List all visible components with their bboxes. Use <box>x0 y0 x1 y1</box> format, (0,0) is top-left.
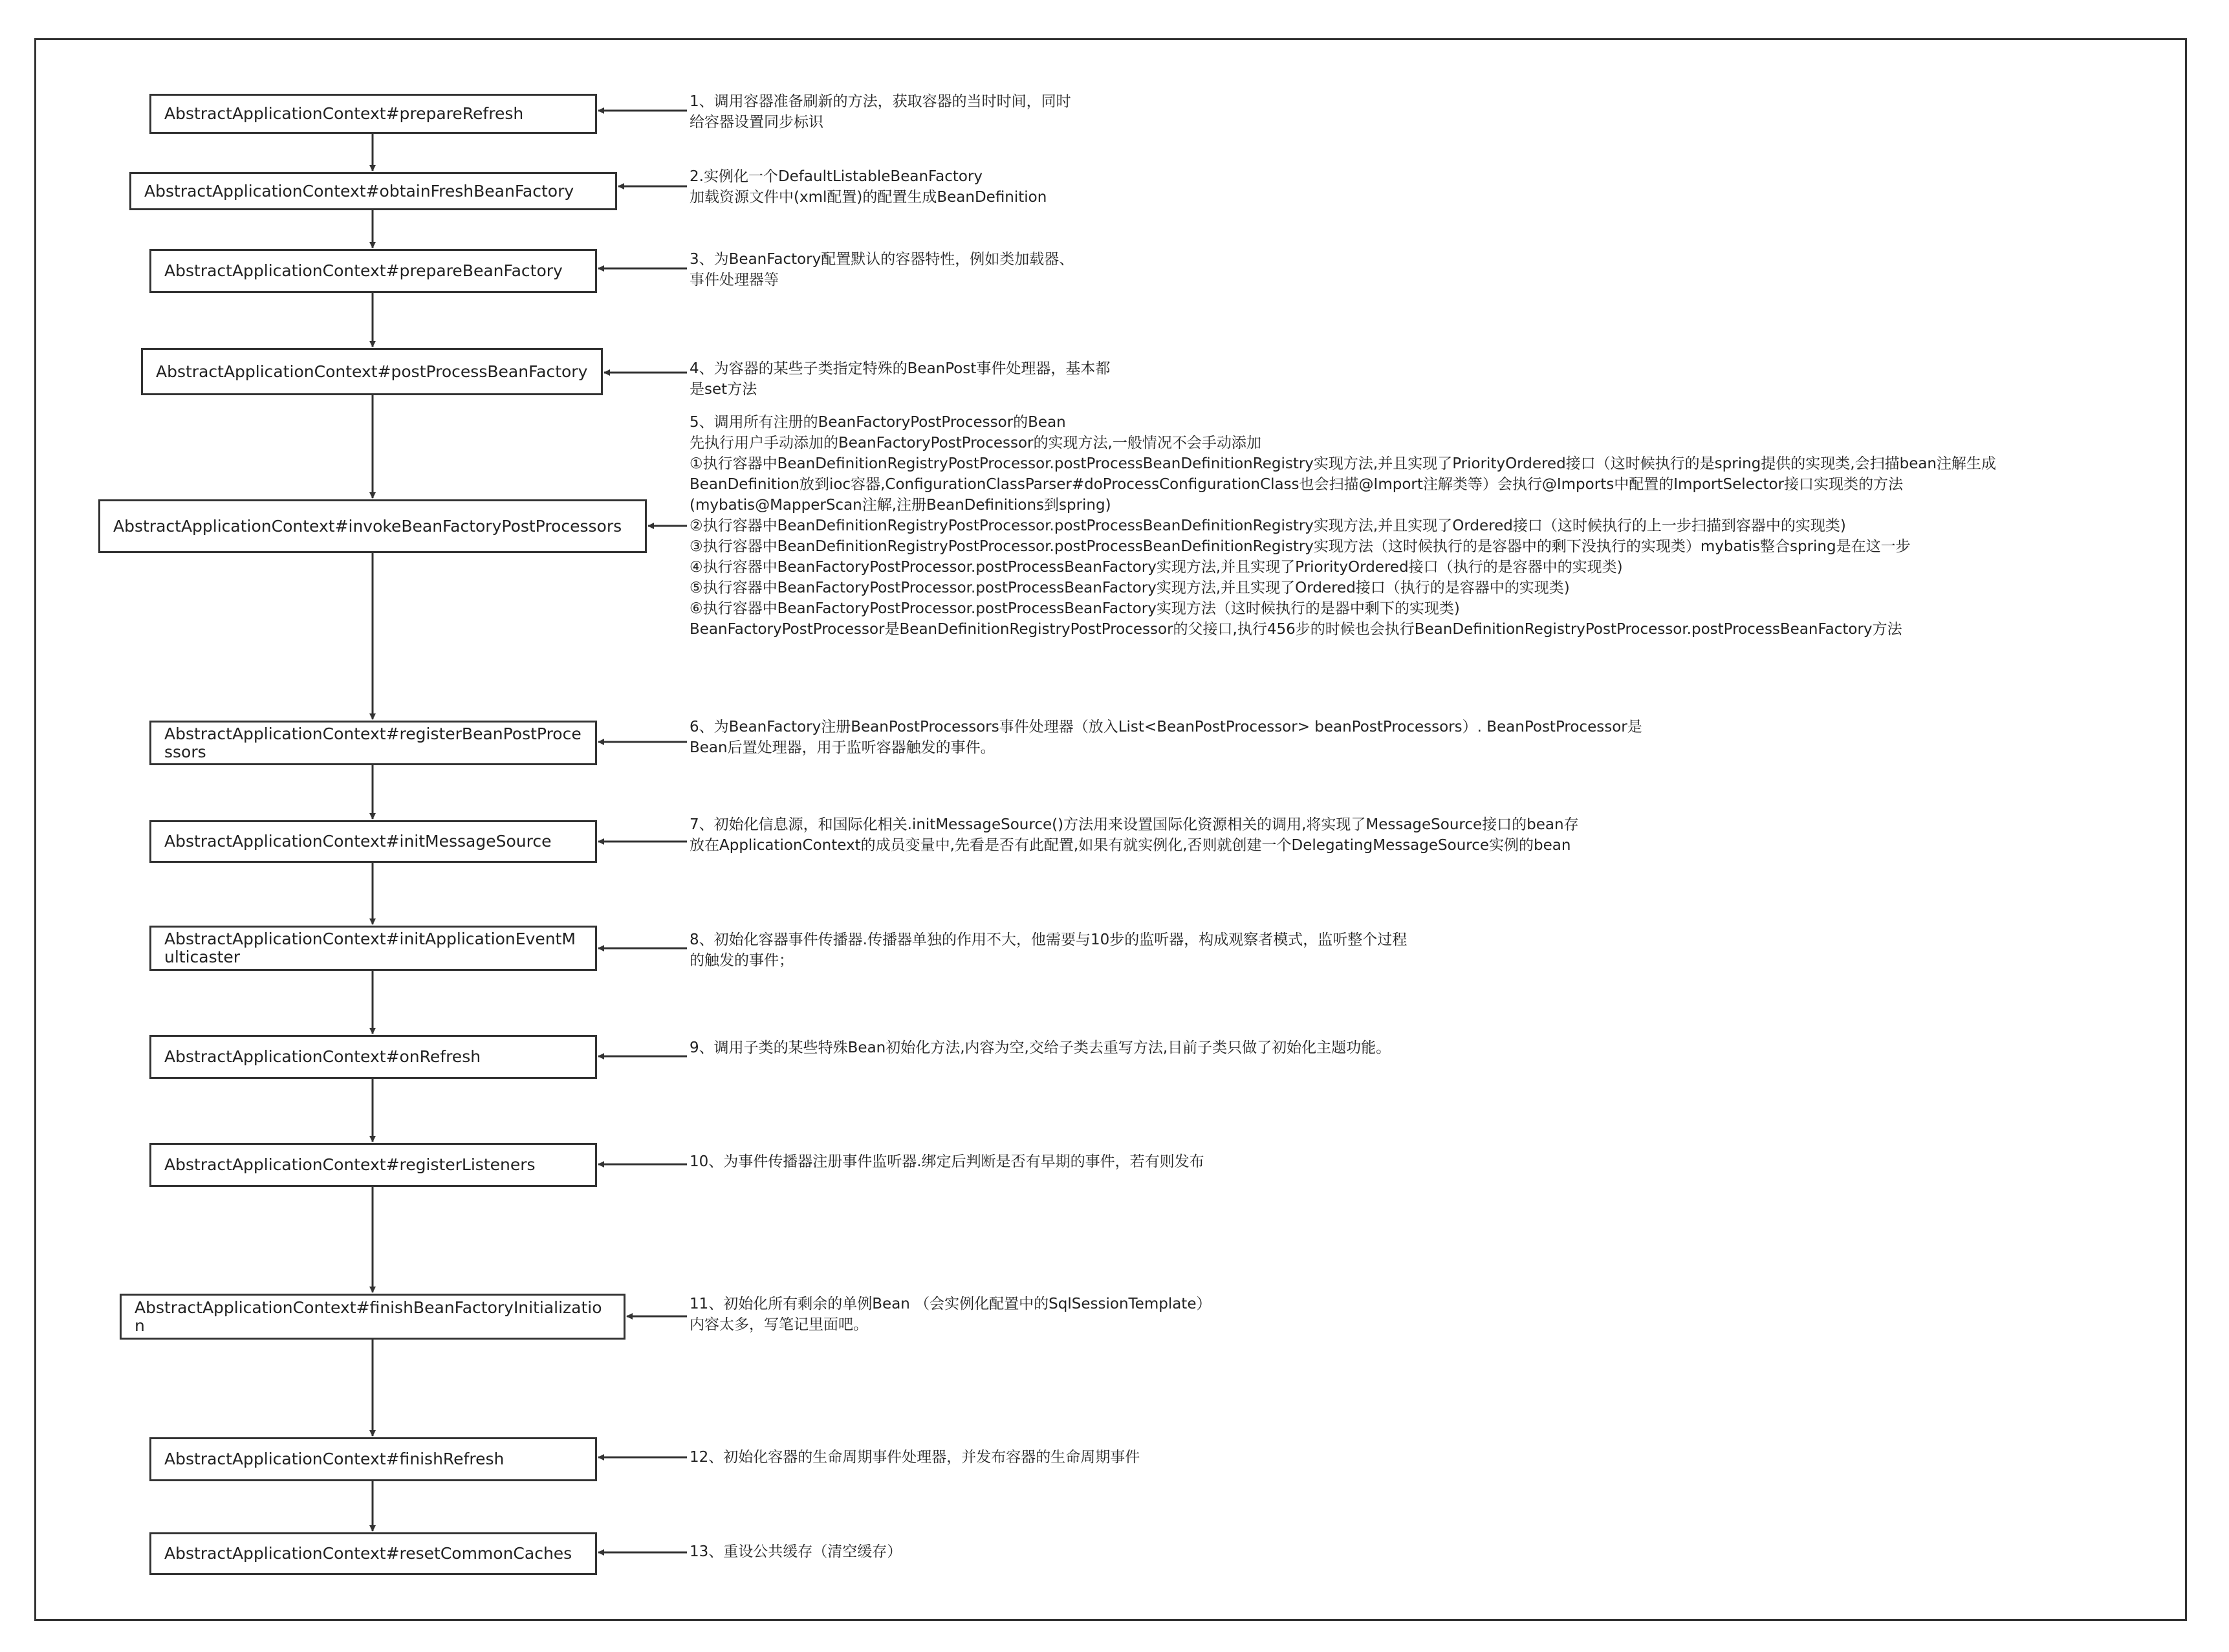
step-method-label: AbstractApplicationContext#finishRefresh <box>164 1450 505 1468</box>
description-line: ④执行容器中BeanFactoryPostProcessor.postProcessBeanFactory实现方法,并且实现了PriorityOrdered接口（执行的是容器中的实现类) <box>690 559 1623 576</box>
description-line: 5、调用所有注册的BeanFactoryPostProcessor的Bean <box>690 414 1066 431</box>
description-line: 4、为容器的某些子类指定特殊的BeanPost事件处理器，基本都 <box>690 360 1111 377</box>
description-line: 7、初始化信息源，和国际化相关.initMessageSource()方法用来设置国际化资源相关的调用,将实现了MessageSource接口的bean存 <box>690 816 1579 833</box>
step-box-5[interactable] <box>98 499 647 553</box>
step-box-1[interactable] <box>149 94 597 134</box>
step-box-10[interactable] <box>149 1143 597 1187</box>
step-box-8[interactable] <box>149 926 597 971</box>
description-line: 加载资源文件中(xml配置)的配置生成BeanDefinition <box>690 189 1047 206</box>
description-line: 先执行用户手动添加的BeanFactoryPostProcessor的实现方法,一般情况不会手动添加 <box>690 435 1261 451</box>
step-method-label: AbstractApplicationContext#invokeBeanFactoryPostProcessors <box>113 516 622 536</box>
description-line: ⑥执行容器中BeanFactoryPostProcessor.postProcessBeanFactory实现方法（这时候执行的是器中剩下的实现类) <box>690 600 1460 617</box>
description-line: 11、初始化所有剩余的单例Bean （会实例化配置中的SqlSessionTemplate） <box>690 1296 1212 1312</box>
step-description-11 <box>690 1294 1211 1335</box>
step-box-3[interactable] <box>149 249 597 293</box>
step-method-label: AbstractApplicationContext#finishBeanFactoryInitialization <box>135 1298 602 1335</box>
step-box-6[interactable] <box>149 721 597 765</box>
step-box-2[interactable] <box>129 172 617 210</box>
step-description-6 <box>690 717 1642 758</box>
step-description-4 <box>690 358 1110 400</box>
step-description-8 <box>690 929 1407 971</box>
step-description-7 <box>690 814 1579 856</box>
description-line: 12、初始化容器的生命周期事件处理器，并发布容器的生命周期事件 <box>690 1449 1140 1466</box>
description-line: (mybatis@MapperScan注解,注册BeanDefinitions到spring) <box>690 497 1111 514</box>
description-line: 10、为事件传播器注册事件监听器.绑定后判断是否有早期的事件，若有则发布 <box>690 1153 1204 1170</box>
description-line: ①执行容器中BeanDefinitionRegistryPostProcessor.postProcessBeanDefinitionRegistry实现方法,并且实现了PriorityOrdered接口（这时候执行的是spring提供的实现类,会扫描bean注解生成 <box>690 455 1997 472</box>
step-method-label: AbstractApplicationContext#prepareBeanFactory <box>164 261 563 280</box>
step-box-7[interactable] <box>149 820 597 863</box>
step-description-3 <box>690 249 1074 290</box>
step-method-label: AbstractApplicationContext#registerBeanPostProcessors <box>164 724 582 761</box>
step-method-label: AbstractApplicationContext#obtainFreshBeanFactory <box>144 181 574 201</box>
description-line: 8、初始化容器事件传播器.传播器单独的作用不大，他需要与10步的监听器，构成观察者模式，监听整个过程 <box>690 931 1408 948</box>
step-box-13[interactable] <box>149 1532 597 1575</box>
description-line: 放在ApplicationContext的成员变量中,先看是否有此配置,如果有就实例化,否则就创建一个DelegatingMessageSource实例的bean <box>690 837 1571 854</box>
step-description-5 <box>690 412 1996 640</box>
step-description-12 <box>690 1447 1140 1468</box>
step-method-label: AbstractApplicationContext#initApplicationEventMulticaster <box>164 929 576 966</box>
step-description-10 <box>690 1151 1204 1172</box>
step-method-label: AbstractApplicationContext#resetCommonCaches <box>164 1544 572 1563</box>
step-description-1 <box>690 91 1071 133</box>
description-line: Bean后置处理器，用于监听容器触发的事件。 <box>690 739 995 756</box>
step-method-label: AbstractApplicationContext#onRefresh <box>164 1047 481 1066</box>
step-method-label: AbstractApplicationContext#initMessageSource <box>164 832 552 851</box>
step-description-13 <box>690 1541 902 1562</box>
description-line: 内容太多，写笔记里面吧。 <box>690 1316 868 1333</box>
description-line: ⑤执行容器中BeanFactoryPostProcessor.postProcessBeanFactory实现方法,并且实现了Ordered接口（执行的是容器中的实现类) <box>690 580 1570 596</box>
description-line: 9、调用子类的某些特殊Bean初始化方法,内容为空,交给子类去重写方法,目前子类只做了初始化主题功能。 <box>690 1039 1391 1056</box>
step-box-9[interactable] <box>149 1035 597 1079</box>
step-box-11[interactable] <box>120 1294 625 1340</box>
description-line: 6、为BeanFactory注册BeanPostProcessors事件处理器（放入List<BeanPostProcessor> beanPostProcessors）. BeanPostProcessor是 <box>690 719 1642 735</box>
description-line: 是set方法 <box>690 381 757 398</box>
description-line: 1、调用容器准备刷新的方法，获取容器的当时时间，同时 <box>690 93 1071 110</box>
step-method-label: AbstractApplicationContext#prepareRefresh <box>164 104 524 123</box>
description-line: ②执行容器中BeanDefinitionRegistryPostProcessor.postProcessBeanDefinitionRegistry实现方法,并且实现了Ordered接口（这时候执行的上一步扫描到容器中的实现类) <box>690 517 1846 534</box>
step-description-2 <box>690 166 1047 208</box>
step-description-9 <box>690 1038 1391 1058</box>
description-line: ③执行容器中BeanDefinitionRegistryPostProcessor.postProcessBeanDefinitionRegistry实现方法（这时候执行的是容器中的剩下没执行的实现类）mybatis整合spring是在这一步 <box>690 538 1911 555</box>
description-line: 的触发的事件； <box>690 952 794 969</box>
description-line: 2.实例化一个DefaultListableBeanFactory <box>690 168 983 185</box>
description-line: 3、为BeanFactory配置默认的容器特性，例如类加载器、 <box>690 251 1074 268</box>
description-line: 13、重设公共缓存（清空缓存） <box>690 1543 902 1560</box>
description-line: BeanDefinition放到ioc容器,ConfigurationClassParser#doProcessConfigurationClass也会扫描@Import注解类等）会执行@Imports中配置的ImportSelector接口实现类的方法 <box>690 476 1904 493</box>
step-box-4[interactable] <box>141 348 603 395</box>
description-line: 给容器设置同步标识 <box>690 114 823 131</box>
step-method-label: AbstractApplicationContext#postProcessBeanFactory <box>156 362 588 381</box>
description-line: BeanFactoryPostProcessor是BeanDefinitionRegistryPostProcessor的父接口,执行456步的时候也会执行BeanDefinitionRegistryPostProcessor.postProcessBeanFactory方法 <box>690 621 1902 638</box>
description-line: 事件处理器等 <box>690 272 779 288</box>
step-box-12[interactable] <box>149 1437 597 1481</box>
step-method-label: AbstractApplicationContext#registerListeners <box>164 1155 536 1174</box>
